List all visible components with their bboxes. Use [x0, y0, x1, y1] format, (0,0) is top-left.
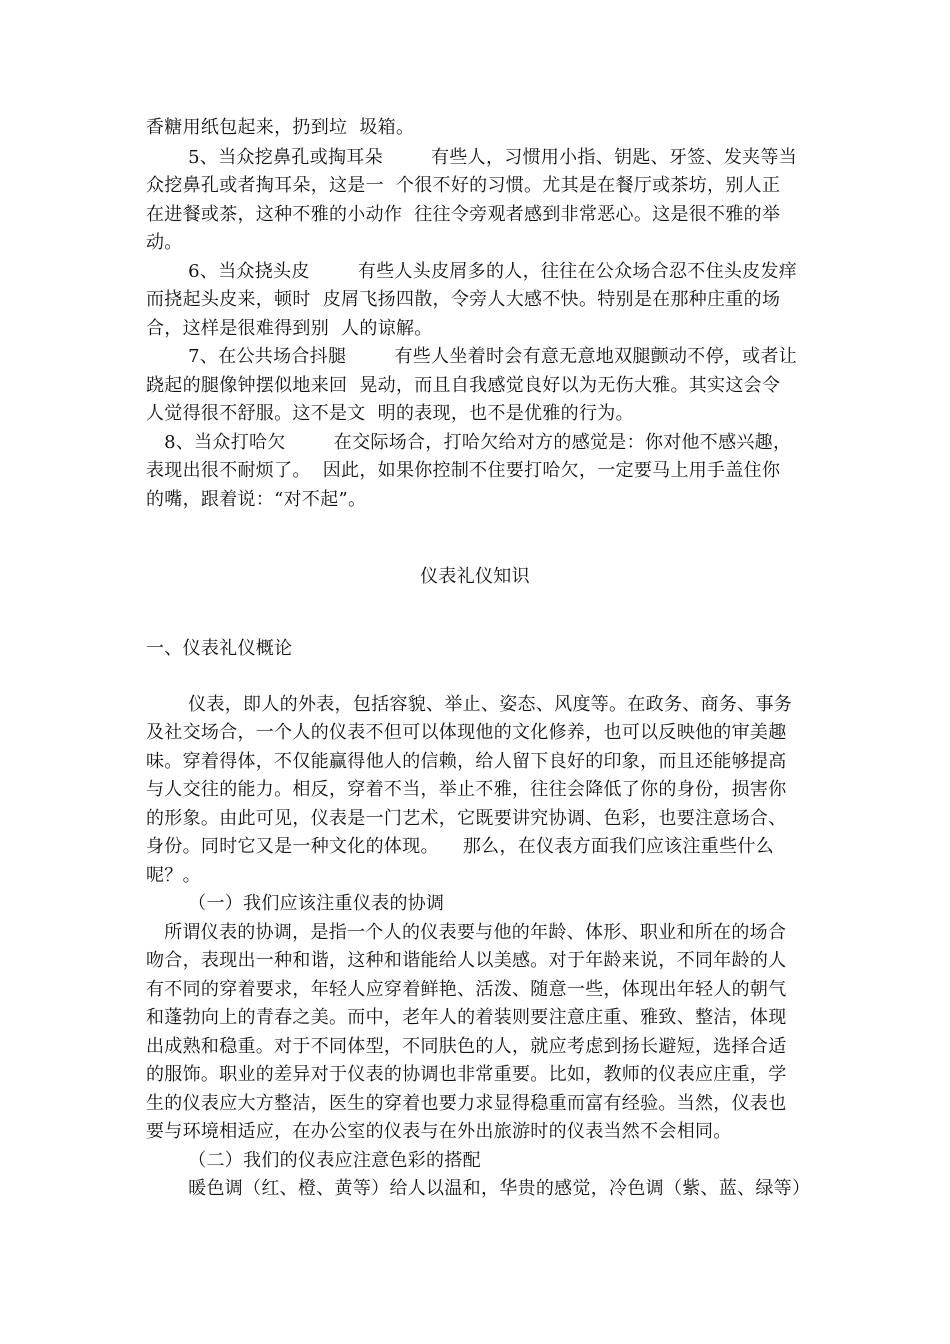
- text-line: 的嘴，跟着说：“对不起”。: [146, 489, 367, 510]
- text-line: 及社交场合，一个人的仪表不但可以体现他的文化修养，也可以反映他的审美趣: [146, 722, 787, 743]
- text-line: 与人交往的能力。相反，穿着不当，举止不雅，往往会降低了你的身份，损害你: [146, 779, 787, 800]
- text-line: 的服饰。职业的差异对于仪表的协调也非常重要。比如，教师的仪表应庄重，学: [146, 1064, 787, 1085]
- text-line: 要与环境相适应，在办公室的仪表与在外出旅游时的仪表当然不会相同。: [146, 1121, 732, 1142]
- text-line: 人觉得很不舒服。这不是文 明的表现，也不是优雅的行为。: [146, 403, 634, 424]
- section-heading: 一、仪表礼仪概论: [146, 638, 293, 659]
- text-line: 在进餐或茶，这种不雅的小动作 往往令旁观者感到非常恶心。这是很不雅的举: [146, 204, 781, 225]
- text-line: 6、当众挠头皮 有些人头皮屑多的人，往往在公众场合忍不住头皮发痒: [146, 261, 798, 282]
- text-line: 生的仪表应大方整洁，医生的穿着也要力求显得稳重而富有经验。当然，仪表也: [146, 1093, 787, 1114]
- text-line: 香糖用纸包起来，扔到垃 圾箱。: [146, 117, 415, 138]
- text-line: 合，这样是很难得到别 人的谅解。: [146, 318, 433, 339]
- text-line: 表现出很不耐烦了。 因此，如果你控制不住要打哈欠，一定要马上用手盖住你: [146, 460, 781, 481]
- text-line: 仪表，即人的外表，包括容貌、举止、姿态、风度等。在政务、商务、事务: [146, 694, 793, 715]
- text-line: 暖色调（红、橙、黄等）给人以温和，华贵的感觉，冷色调（紫、蓝、绿等）: [146, 1178, 811, 1199]
- text-line: 出成熟和稳重。对于不同体型，不同肤色的人，就应考虑到扬长避短，选择合适: [146, 1036, 787, 1057]
- text-line: 8、当众打哈欠 在交际场合，打哈欠给对方的感觉是：你对他不感兴趣，: [146, 432, 792, 453]
- text-line: 动。: [146, 232, 183, 253]
- text-line: 味。穿着得体，不仅能赢得他人的信赖，给人留下良好的印象，而且还能够提高: [146, 751, 787, 772]
- text-line: 吻合，表现出一种和谐，这种和谐能给人以美感。对于年龄来说，不同年龄的人: [146, 950, 787, 971]
- text-line: 而挠起头皮来，顿时 皮屑飞扬四散，令旁人大感不快。特别是在那种庄重的场: [146, 289, 781, 310]
- text-line: 有不同的穿着要求，年轻人应穿着鲜艳、活泼、随意一些，体现出年轻人的朝气: [146, 979, 787, 1000]
- subheading: （二）我们的仪表应注意色彩的搭配: [146, 1150, 481, 1171]
- text-line: 7、在公共场合抖腿 有些人坐着时会有意无意地双腿颤动不停，或者让: [146, 346, 798, 367]
- text-line: 和蓬勃向上的青春之美。而中，老年人的着装则要注意庄重、雅致、整洁，体现: [146, 1007, 787, 1028]
- text-line: 的形象。由此可见，仪表是一门艺术，它既要讲究协调、色彩，也要注意场合、: [146, 808, 787, 829]
- text-line: 5、当众挖鼻孔或掏耳朵 有些人，习惯用小指、钥匙、牙签、发夹等当: [146, 147, 798, 168]
- text-line: 所谓仪表的协调，是指一个人的仪表要与他的年龄、体形、职业和所在的场合: [146, 922, 787, 943]
- text-line: 呢？。: [146, 865, 201, 886]
- text-line: 身份。同时它又是一种文化的体现。 那么，在仪表方面我们应该注重些什么: [146, 836, 774, 857]
- text-line: 跷起的腿像钟摆似地来回 晃动，而且自我感觉良好以为无伤大雅。其实这会令: [146, 375, 781, 396]
- subheading: （一）我们应该注重仪表的协调: [146, 893, 445, 914]
- text-line: 众挖鼻孔或者掏耳朵，这是一 个很不好的习惯。尤其是在餐厅或茶坊，别人正: [146, 175, 781, 196]
- section-title: 仪表礼仪知识: [420, 566, 530, 587]
